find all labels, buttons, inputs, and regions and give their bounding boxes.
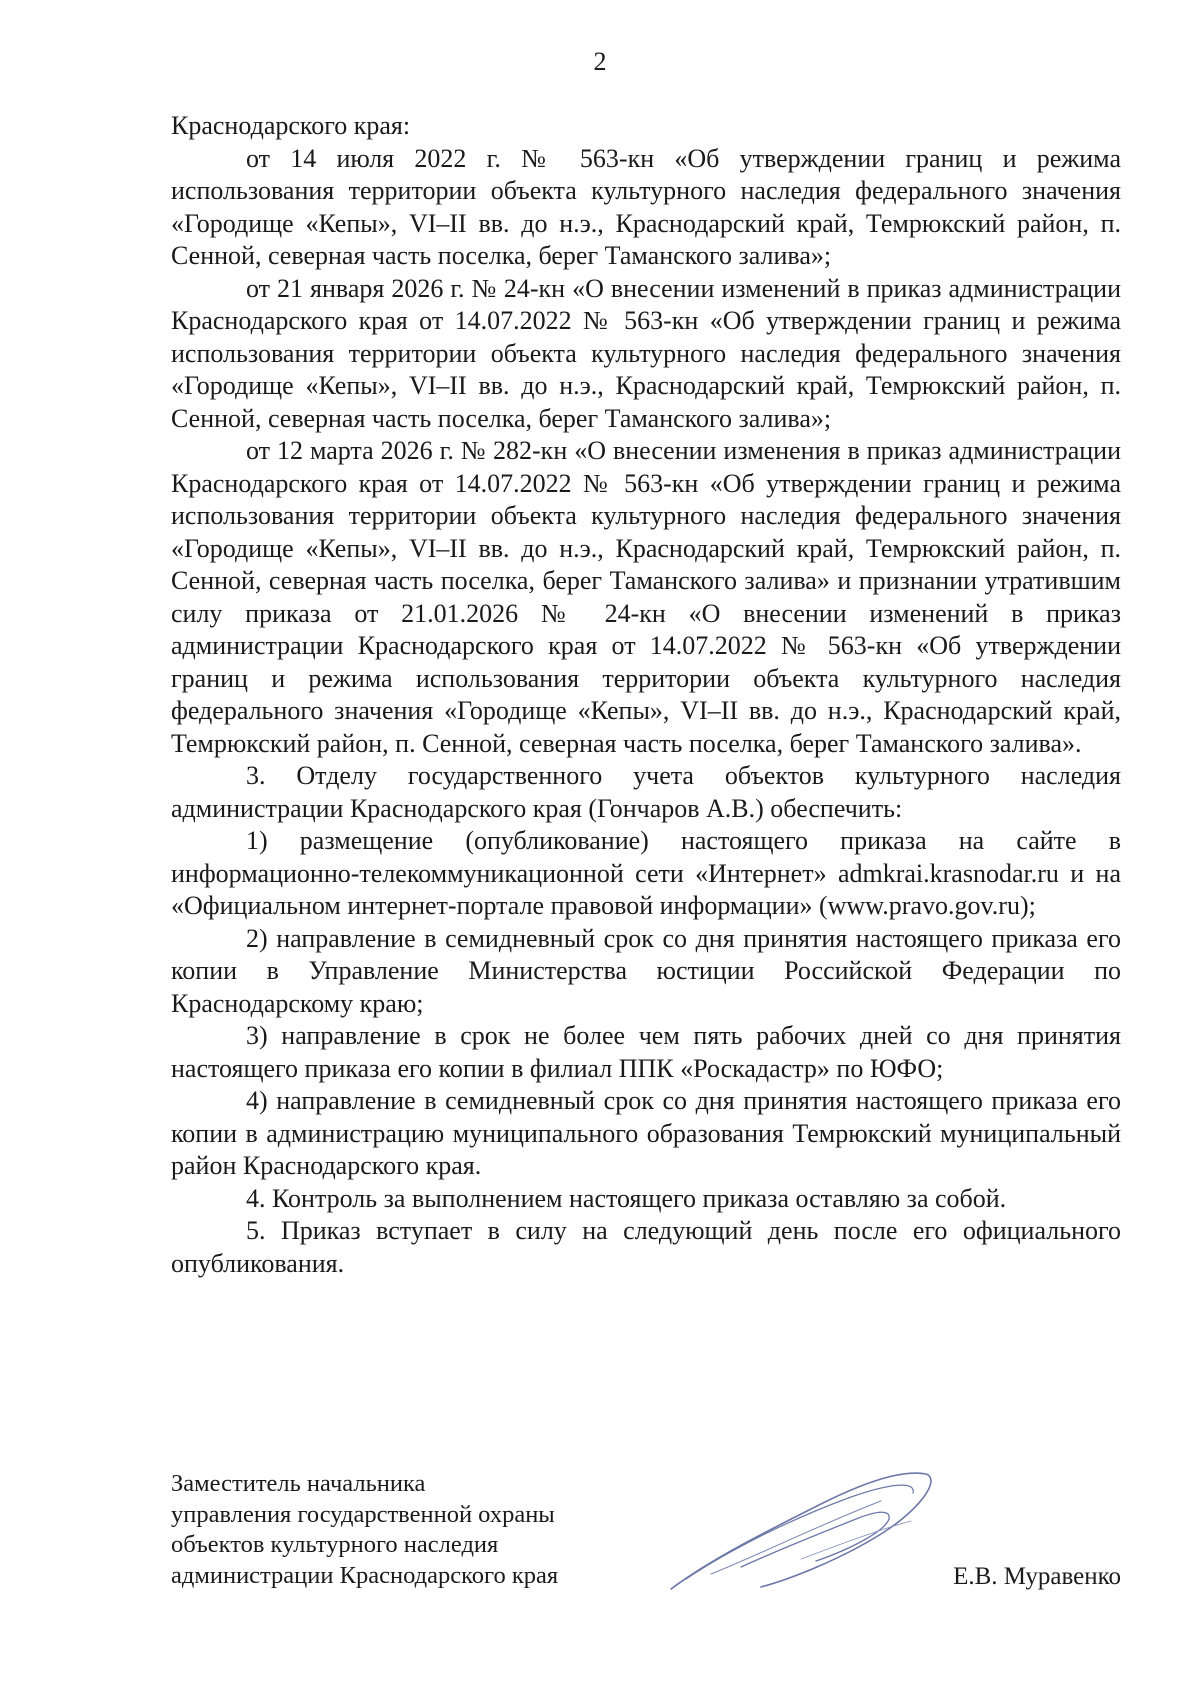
signatory-title-line: управления государственной охраны (171, 1500, 555, 1528)
paragraph-item-5: 5. Приказ вступает в силу на следующий день после его официального опубликования. (171, 1216, 1121, 1278)
signatory-name: Е.В. Муравенко (953, 1563, 1121, 1590)
paragraph-continuation: Краснодарского края: (171, 111, 411, 140)
signatory-title-line: Заместитель начальника (171, 1470, 426, 1497)
page-number: 2 (593, 47, 607, 76)
paragraph-subitem-1: 1) размещение (опубликование) настоящего приказа на сайте в информационно-телекоммуникационной сети «Интернет» admkrai.krasnodar.ru и на «Официальном интернет-портале правовой информации» (www.pravo.gov.ru); (171, 826, 1121, 920)
paragraph-item-4: 4. Контроль за выполнением настоящего приказа оставляю за собой. (246, 1183, 1007, 1213)
paragraph-order-563: от 14 июля 2022 г. № 563-кн «Об утверждении границ и режима использования территории объекта культурного наследия федерального значения «Городище «Кепы», VI–II вв. до н.э., Краснодарский край, Темрюкский район, п. Сенной, северная часть поселка, берег Таманского залива»; (171, 143, 1121, 270)
signatory-title (171, 1469, 691, 1591)
signatory-title-line: объектов культурного наследия (171, 1531, 499, 1558)
paragraph-item-3: 3. Отделу государственного учета объектов культурного наследия администрации Краснодарского края (Гончаров А.В.) обеспечить: (171, 761, 1121, 823)
paragraph-subitem-3: 3) направление в срок не более чем пять рабочих дней со дня принятия настоящего приказа его копии в филиал ППК «Роскадастр» по ЮФО; (171, 1021, 1121, 1083)
paragraph-order-24: от 21 января 2026 г. № 24-кн «О внесении изменений в приказ администрации Краснодарского края от 14.07.2022 № 563-кн «Об утверждении границ и режима использования территории объекта культурного наследия федерального значения «Городище «Кепы», VI–II вв. до н.э., Краснодарский край, Темрюкский район, п. Сенной, северная часть поселка, берег Таманского залива»; (171, 273, 1121, 433)
paragraph-order-282: от 12 марта 2026 г. № 282-кн «О внесении изменения в приказ администрации Краснодарского края от 14.07.2022 № 563-кн «Об утверждении границ и режима использования территории объекта культурного наследия федерального значения «Городище «Кепы», VI–II вв. до н.э., Краснодарский край, Темрюкский район, п. Сенной, северная часть поселка, берег Таманского залива» и признании утратившим силу приказа от 21.01.2026 № 24-кн «О внесении изменений в приказ администрации Краснодарского края от 14.07.2022 № 563-кн «Об утверждении границ и режима использования территории объекта культурного наследия федерального значения «Городище «Кепы», VI–II вв. до н.э., Краснодарский край, Темрюкский район, п. Сенной, северная часть поселка, берег Таманского залива». (171, 436, 1121, 758)
paragraph-subitem-4: 4) направление в семидневный срок со дня принятия настоящего приказа его копии в администрацию муниципального образования Темрюкский муниципальный район Краснодарского края. (171, 1086, 1121, 1180)
signatory-title-line: администрации Краснодарского края (171, 1561, 559, 1589)
signature-block (171, 1469, 1121, 1649)
handwritten-signature-icon (651, 1449, 951, 1609)
document-body (171, 110, 1121, 1280)
paragraph-subitem-2: 2) направление в семидневный срок со дня принятия настоящего приказа его копии в Управление Министерства юстиции Российской Федерации по Краснодарскому краю; (171, 923, 1121, 1018)
